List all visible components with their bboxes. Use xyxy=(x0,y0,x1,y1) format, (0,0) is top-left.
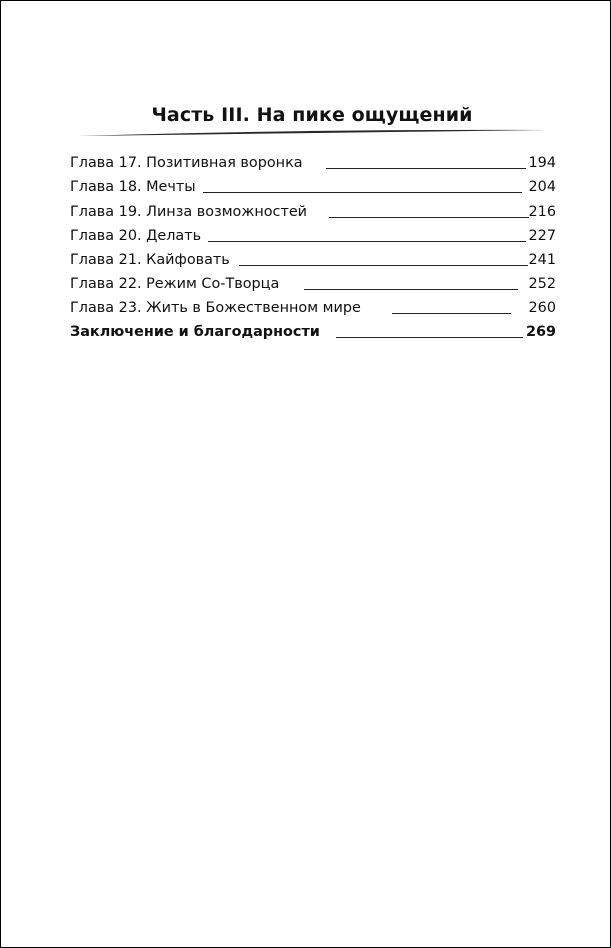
toc-page-number: 269 xyxy=(525,324,556,340)
toc-entry-title: Заключение и благодарности xyxy=(70,324,320,340)
toc-leader-line xyxy=(329,217,529,218)
toc-leader-line xyxy=(336,337,523,338)
toc-entry-chapter-19[interactable] xyxy=(70,202,556,222)
toc-entry-title: Глава 20. Делать xyxy=(70,228,202,244)
toc-leader-line xyxy=(304,289,518,290)
toc-entry-title: Глава 17. Позитивная воронка xyxy=(70,155,303,171)
toc-entry-chapter-21[interactable] xyxy=(70,250,556,270)
toc-page-number: 216 xyxy=(528,204,556,220)
part-title: Часть III. На пике ощущений xyxy=(151,104,473,126)
toc-page-number: 227 xyxy=(528,228,556,244)
toc-page-number: 204 xyxy=(528,179,556,195)
toc-entry-chapter-22[interactable] xyxy=(70,274,556,294)
toc-entry-title: Глава 19. Линза возможностей xyxy=(70,204,308,220)
toc-entry-chapter-23[interactable] xyxy=(70,298,556,318)
toc-leader-line xyxy=(392,313,511,314)
toc-entry-title: Глава 23. Жить в Божественном мире xyxy=(70,300,361,316)
toc-leader-line xyxy=(239,265,528,266)
toc-entry-chapter-18[interactable] xyxy=(70,177,556,197)
toc-page-number: 194 xyxy=(528,155,556,171)
toc-entry-conclusion[interactable] xyxy=(70,322,556,342)
toc-leader-line xyxy=(208,241,526,242)
title-underline-swoosh xyxy=(77,127,547,137)
toc-leader-line xyxy=(203,192,522,193)
toc-entry-title: Глава 22. Режим Со-Творца xyxy=(70,276,280,292)
toc-page-number: 241 xyxy=(528,252,556,268)
toc-entry-chapter-17[interactable] xyxy=(70,153,556,173)
toc-page-number: 260 xyxy=(528,300,556,316)
toc-entry-title: Глава 21. Кайфовать xyxy=(70,252,230,268)
toc-page-number: 252 xyxy=(528,276,556,292)
toc-leader-line xyxy=(326,168,526,169)
toc-entry-chapter-20[interactable] xyxy=(70,226,556,246)
toc-entry-title: Глава 18. Мечты xyxy=(70,179,196,195)
